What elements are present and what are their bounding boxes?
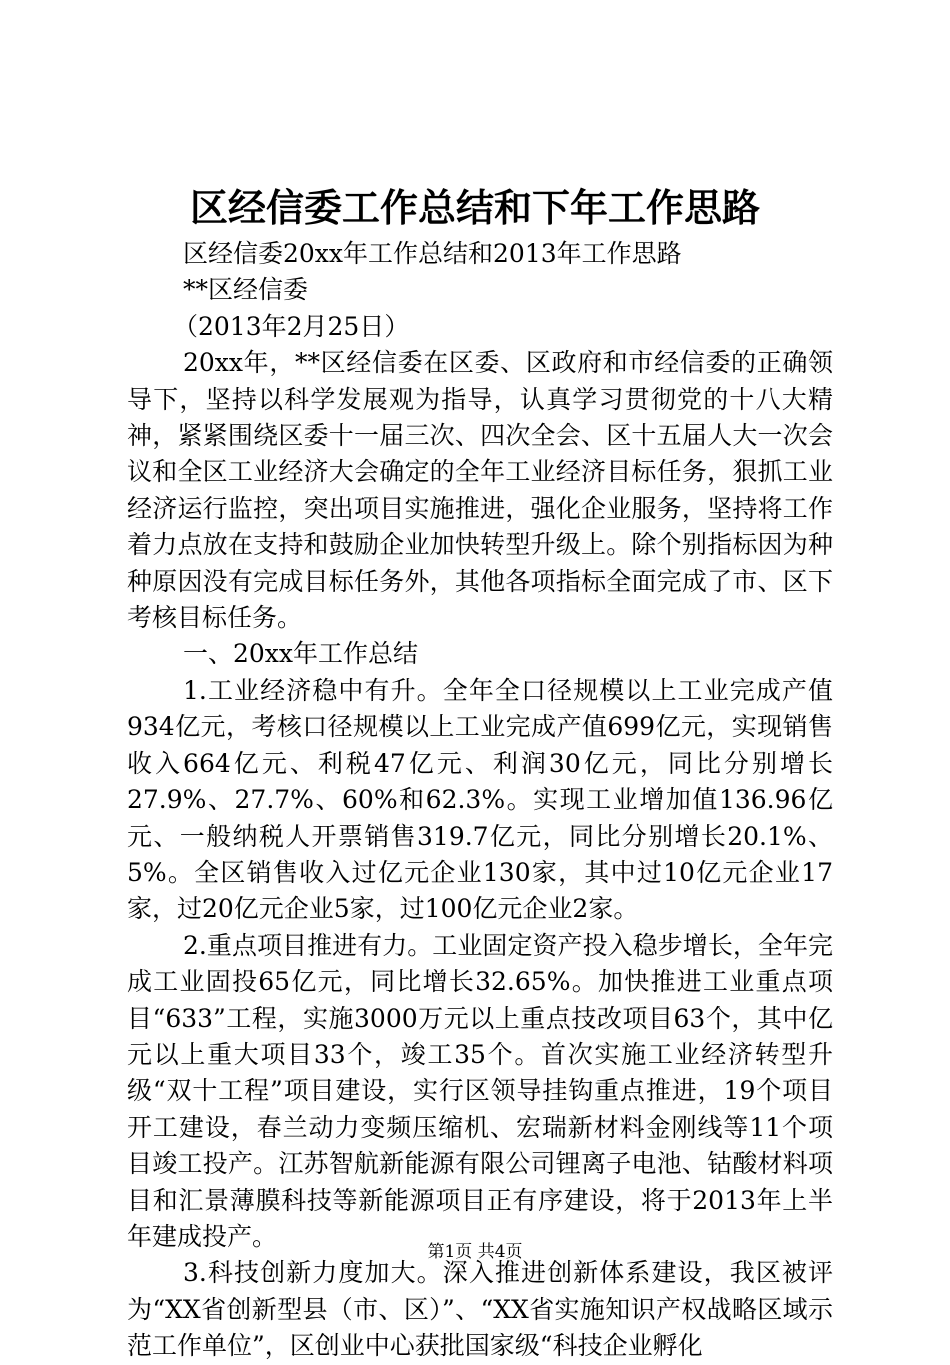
paragraph-projects: 2.重点项目推进有力。工业固定资产投入稳步增长，全年完成工业固投65亿元，同比增长32.65%。加快推进工业重点项目“633”工程，实施3000万元以上重点技改项目63个，其中亿元以上重大项目33个，竣工35个。首次实施工业经济转型升级“双十工程”项目建设，实行区领导挂钩重点推进，19个项目开工建设，春兰动力变频压缩机、宏瑞新材料金刚线等11个项目竣工投产。江苏智航新能源有限公司锂离子电池、钴酸材料项目和汇景薄膜科技等新能源项目正有序建设，将于2013年上半年建成投产。 <box>127 930 833 1251</box>
document-organization: **区经信委 <box>183 275 309 305</box>
page-number: 第1页 共4页 <box>427 1242 523 1262</box>
paragraph-economy: 1.工业经济稳中有升。全年全口径规模以上工业完成产值934亿元，考核口径规模以上工业完成产值699亿元，实现销售收入664亿元、利税47亿元、利润30亿元，同比分别增长27.9%、27.7%、60%和62.3%。实现工业增加值136.96亿元、一般纳税人开票销售319.7亿元，同比分别增长20.1%、5%。全区销售收入过亿元企业130家，其中过10亿元企业17家，过20亿元企业5家，过100亿元企业2家。 <box>127 675 833 924</box>
paragraph-innovation: 3.科技创新力度加大。深入推进创新体系建设，我区被评为“XX省创新型县（市、区）”、“XX省实施知识产权战略区域示范工作单位”，区创业中心获批国家级“科技企业孵化 <box>127 1258 833 1361</box>
document-subtitle: 区经信委20xx年工作总结和2013年工作思路 <box>183 239 682 268</box>
document-date: （2013年2月25日） <box>173 311 410 341</box>
document-body <box>127 236 833 1365</box>
document-title: 区经信委工作总结和下年工作思路 <box>189 186 760 230</box>
section-heading: 一、20xx年工作总结 <box>183 639 419 669</box>
paragraph-intro: 20xx年，**区经信委在区委、区政府和市经信委的正确领导下，坚持以科学发展观为指导，认真学习贯彻党的十八大精神，紧紧围绕区委十一届三次、四次全会、区十五届人大一次会议和全区工业经济大会确定的全年工业经济目标任务，狠抓工业经济运行监控，突出项目实施推进，强化企业服务，坚持将工作着力点放在支持和鼓励企业加快转型升级上。除个别指标因为种种原因没有完成目标任务外，其他各项指标全面完成了市、区下考核目标任务。 <box>127 348 833 633</box>
